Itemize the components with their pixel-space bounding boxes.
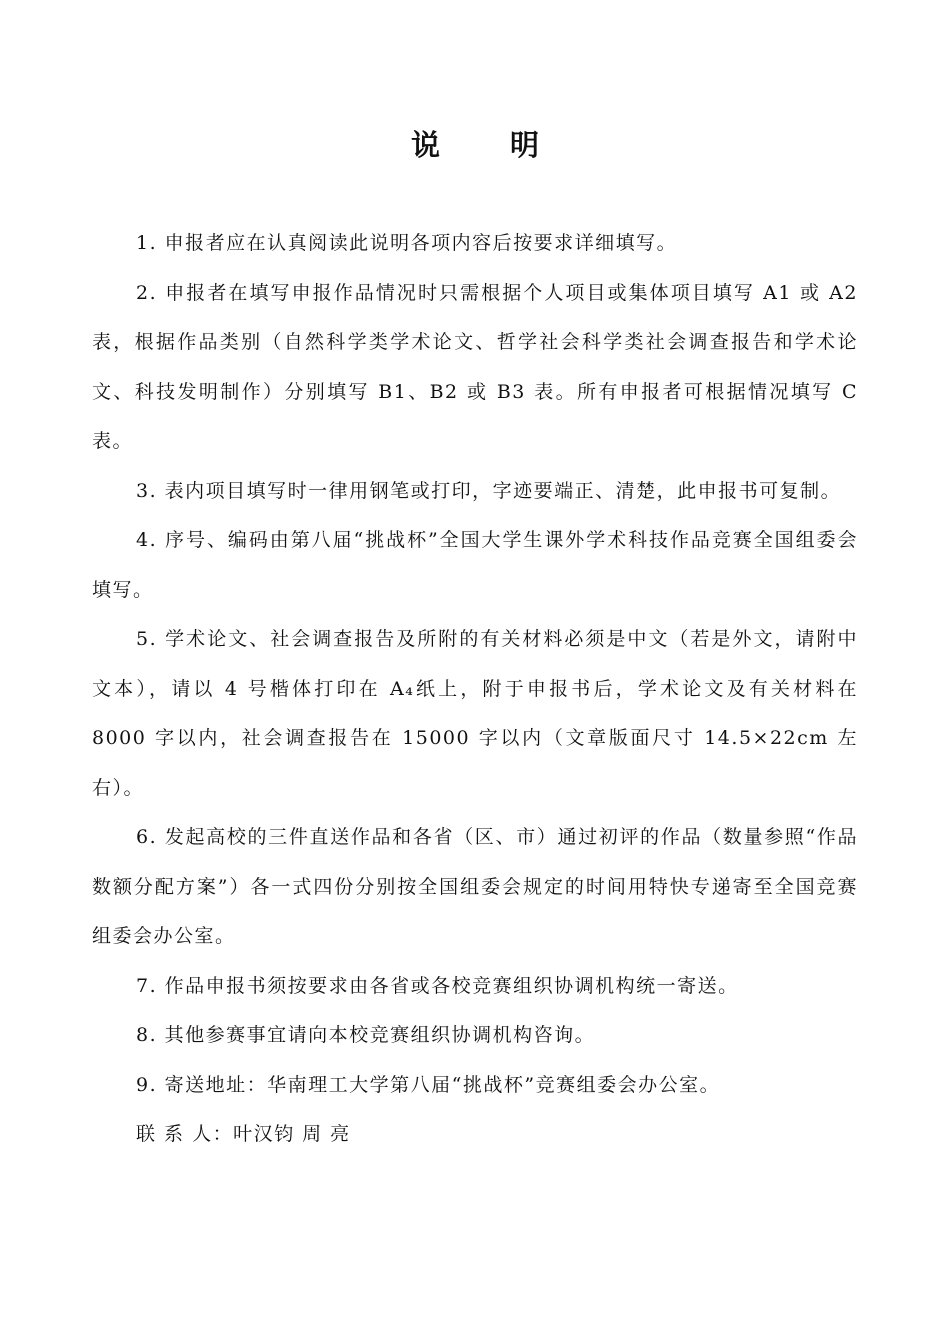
- instruction-item-5: 5. 学术论文、社会调查报告及所附的有关材料必须是中文（若是外文，请附中文本），请以 4 号楷体打印在 A₄纸上，附于申报书后，学术论文及有关材料在 8000 字以内，社会调查报告在 15000 字以内（文章版面尺寸 14.5×22cm 左右）。: [92, 628, 858, 799]
- page-title: 说 明: [410, 128, 570, 162]
- instruction-item-6: 6. 发起高校的三件直送作品和各省（区、市）通过初评的作品（数量参照“作品数额分配方案”）各一式四份分别按全国组委会规定的时间用特快专递寄至全国竞赛组委会办公室。: [92, 826, 858, 947]
- instruction-item-1: 1. 申报者应在认真阅读此说明各项内容后按要求详细填写。: [136, 232, 678, 254]
- instruction-item-4: 4. 序号、编码由第八届“挑战杯”全国大学生课外学术科技作品竞赛全国组委会填写。: [92, 529, 858, 601]
- instruction-item-9: 9. 寄送地址：华南理工大学第八届“挑战杯”竞赛组委会办公室。: [136, 1073, 721, 1096]
- instruction-item-7: 7. 作品申报书须按要求由各省或各校竞赛组织协调机构统一寄送。: [136, 974, 739, 997]
- instruction-item-2: 2. 申报者在填写申报作品情况时只需根据个人项目或集体项目填写 A1 或 A2 表，根据作品类别（自然科学类学术论文、哲学社会科学类社会调查报告和学术论文、科技发明制作）分别填写 B1、B2 或 B3 表。所有申报者可根据情况填写 C 表。: [92, 281, 858, 452]
- instructions-body: [92, 219, 858, 1160]
- contact-persons: 联 系 人：叶汉钧 周 亮: [136, 1123, 351, 1145]
- instruction-item-3: 3. 表内项目填写时一律用钢笔或打印，字迹要端正、清楚，此申报书可复制。: [136, 479, 842, 502]
- instruction-item-8: 8. 其他参赛事宜请向本校竞赛组织协调机构咨询。: [136, 1024, 596, 1046]
